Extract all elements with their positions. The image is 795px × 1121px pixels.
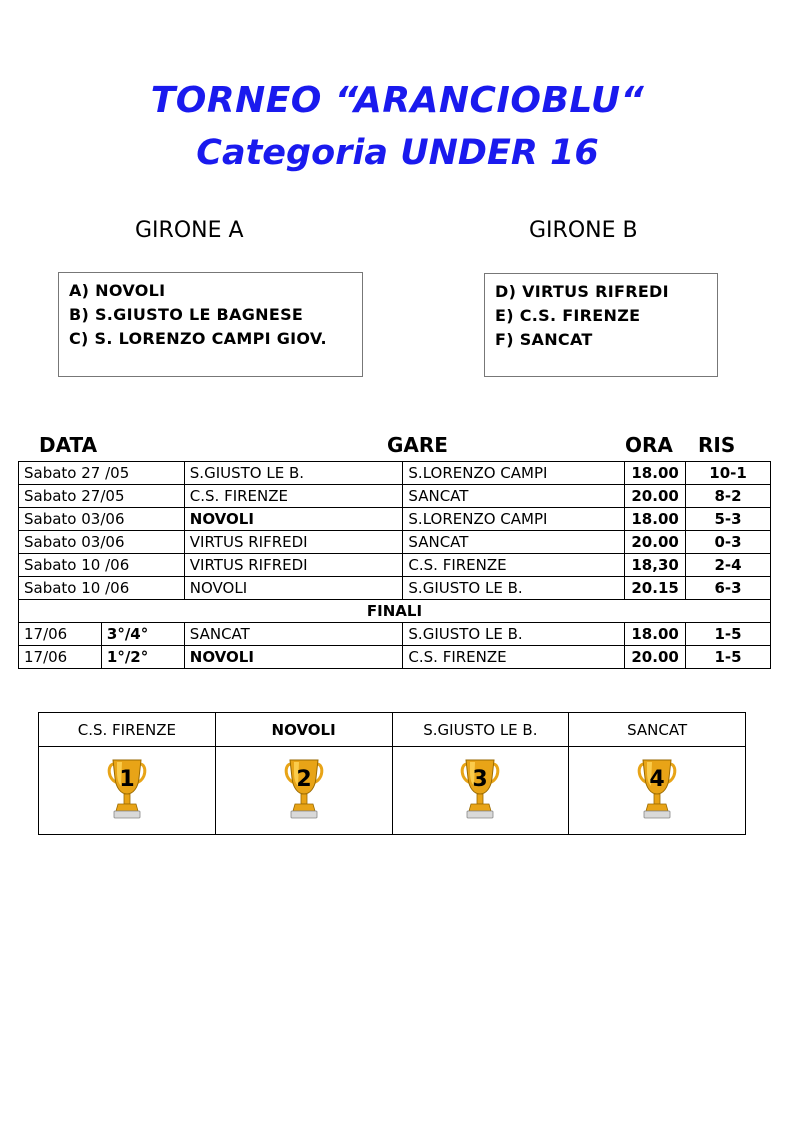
table-row: [19, 508, 771, 531]
group-a-title: GIRONE A: [135, 218, 244, 243]
trophy-icon: [637, 756, 677, 826]
standing-team: S.GIUSTO LE B.: [392, 713, 569, 747]
away-team: SANCAT: [403, 531, 625, 554]
match-date: Sabato 03/06: [19, 531, 185, 554]
standings-names-row: [39, 713, 746, 747]
finals-label: FINALI: [19, 600, 771, 623]
away-team: C.S. FIRENZE: [403, 554, 625, 577]
match-date: Sabato 10 /06: [19, 554, 185, 577]
table-row: [19, 577, 771, 600]
trophy-icon: [284, 756, 324, 826]
table-row: [19, 623, 771, 646]
trophy-position-number: 3: [472, 766, 489, 792]
home-team: S.GIUSTO LE B.: [184, 462, 403, 485]
match-time: 20.00: [625, 531, 686, 554]
standing-team: C.S. FIRENZE: [39, 713, 216, 747]
match-result: 5-3: [686, 508, 771, 531]
trophy-icon: [107, 756, 147, 826]
away-team: SANCAT: [403, 485, 625, 508]
result-header: RIS: [698, 433, 736, 457]
table-row: [19, 485, 771, 508]
time-header: ORA: [625, 433, 673, 457]
match-result: 1-5: [686, 646, 771, 669]
table-row: [19, 646, 771, 669]
group-a-team: B) S.GIUSTO LE BAGNESE: [69, 305, 304, 324]
away-team: S.GIUSTO LE B.: [403, 577, 625, 600]
home-team: SANCAT: [184, 623, 403, 646]
match-time: 20.00: [625, 646, 686, 669]
final-placement: 3°/4°: [101, 623, 184, 646]
final-placement: 1°/2°: [101, 646, 184, 669]
match-result: 1-5: [686, 623, 771, 646]
match-date: Sabato 10 /06: [19, 577, 185, 600]
group-a-team: A) NOVOLI: [69, 281, 166, 300]
standing-team: NOVOLI: [215, 713, 392, 747]
schedule-table: [18, 461, 771, 669]
group-a-team: C) S. LORENZO CAMPI GIOV.: [69, 329, 327, 348]
trophy-position-number: 1: [119, 766, 135, 792]
match-time: 20.15: [625, 577, 686, 600]
match-time: 18.00: [625, 508, 686, 531]
trophy-cell: [392, 747, 569, 835]
match-date: Sabato 27 /05: [19, 462, 185, 485]
category-title: Categoria UNDER 16: [196, 133, 599, 173]
trophy-position-number: 2: [295, 766, 312, 792]
away-team: S.GIUSTO LE B.: [403, 623, 625, 646]
group-b-box: [484, 273, 718, 377]
table-row: [19, 554, 771, 577]
group-b-team: E) C.S. FIRENZE: [495, 306, 641, 325]
group-a-box: [58, 272, 363, 377]
group-b-team: D) VIRTUS RIFREDI: [495, 282, 669, 301]
match-date: 17/06: [19, 646, 102, 669]
group-b-team: F) SANCAT: [495, 330, 593, 349]
match-time: 18.00: [625, 462, 686, 485]
home-team: NOVOLI: [184, 508, 403, 531]
home-team: NOVOLI: [184, 646, 403, 669]
match-date: 17/06: [19, 623, 102, 646]
table-row: [19, 531, 771, 554]
home-team: VIRTUS RIFREDI: [184, 531, 403, 554]
match-result: 2-4: [686, 554, 771, 577]
match-date: Sabato 27/05: [19, 485, 185, 508]
matches-header: GARE: [387, 433, 448, 457]
match-result: 8-2: [686, 485, 771, 508]
trophy-cell: [215, 747, 392, 835]
group-b-title: GIRONE B: [529, 218, 638, 243]
trophy-cell: [39, 747, 216, 835]
trophy-icon: [460, 756, 500, 826]
match-time: 18,30: [625, 554, 686, 577]
finals-row: [19, 600, 771, 623]
home-team: C.S. FIRENZE: [184, 485, 403, 508]
home-team: VIRTUS RIFREDI: [184, 554, 403, 577]
away-team: S.LORENZO CAMPI: [403, 462, 625, 485]
match-result: 0-3: [686, 531, 771, 554]
trophy-position-number: 4: [649, 766, 665, 792]
away-team: C.S. FIRENZE: [403, 646, 625, 669]
table-row: [19, 462, 771, 485]
match-time: 20.00: [625, 485, 686, 508]
standing-team: SANCAT: [569, 713, 746, 747]
standings-table: [38, 712, 746, 835]
trophy-cell: [569, 747, 746, 835]
match-time: 18.00: [625, 623, 686, 646]
standings-trophies-row: [39, 747, 746, 835]
away-team: S.LORENZO CAMPI: [403, 508, 625, 531]
tournament-title: TORNEO “ARANCIOBLU“: [150, 80, 645, 121]
match-result: 10-1: [686, 462, 771, 485]
home-team: NOVOLI: [184, 577, 403, 600]
date-header: DATA: [39, 433, 98, 457]
match-date: Sabato 03/06: [19, 508, 185, 531]
match-result: 6-3: [686, 577, 771, 600]
